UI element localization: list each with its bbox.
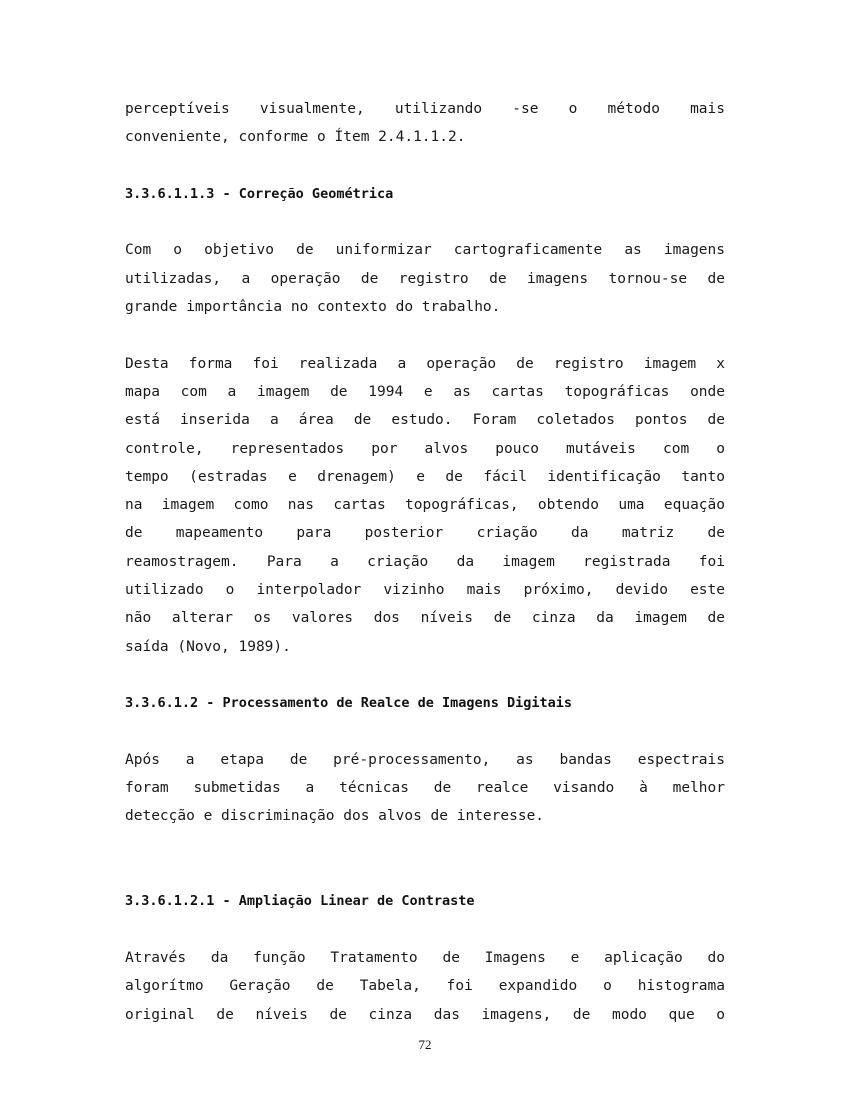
paragraph-ampliacao [125, 944, 725, 1029]
paragraph-registro [125, 350, 725, 661]
text-line: controle, representados por alvos pouco mutáveis com o [125, 440, 725, 457]
text-line: algorítmo Geração de Tabela, foi expandido o histograma [125, 978, 725, 995]
text-line: reamostragem. Para a criação da imagem registrada foi [125, 553, 725, 570]
paragraph-realce [125, 746, 725, 831]
text-line: conveniente, conforme o Ítem 2.4.1.1.2. [125, 129, 466, 146]
text-line: utilizado o interpolador vizinho mais próximo, devido este [125, 582, 725, 599]
text-line: na imagem como nas cartas topográficas, obtendo uma equação [125, 497, 725, 514]
text-line: Após a etapa de pré-processamento, as bandas espectrais [125, 751, 725, 768]
paragraph-continuation [125, 95, 725, 152]
text-line: não alterar os valores dos níveis de cinza da imagem de [125, 610, 725, 627]
text-line: saída (Novo, 1989). [125, 638, 291, 655]
text-line: grande importância no contexto do trabalho. [125, 299, 501, 316]
section-heading-correcao-geometrica: 3.3.6.1.1.3 - Correção Geométrica [125, 185, 394, 202]
section-heading-processamento-realce: 3.3.6.1.2 - Processamento de Realce de Imagens Digitais [125, 695, 573, 712]
page-number: 72 [418, 1037, 432, 1052]
text-line: Através da função Tratamento de Imagens e aplicação do [125, 949, 725, 966]
text-line: Desta forma foi realizada a operação de registro imagem x [125, 355, 725, 372]
text-line: foram submetidas a técnicas de realce visando à melhor [125, 780, 725, 797]
text-line: Com o objetivo de uniformizar cartograficamente as imagens [125, 242, 725, 259]
text-line: utilizadas, a operação de registro de imagens tornou-se de [125, 270, 725, 287]
text-line: de mapeamento para posterior criação da matriz de [125, 525, 725, 542]
text-line: detecção e discriminação dos alvos de interesse. [125, 808, 545, 825]
text-line: mapa com a imagem de 1994 e as cartas topográficas onde [125, 383, 725, 400]
section-heading-ampliacao-contraste: 3.3.6.1.2.1 - Ampliação Linear de Contraste [125, 893, 475, 910]
text-line: tempo (estradas e drenagem) e de fácil identificação tanto [125, 468, 725, 485]
paragraph-objetivo [125, 236, 725, 321]
page-body [125, 95, 725, 1029]
text-line: original de níveis de cinza das imagens, de modo que o [125, 1006, 725, 1023]
text-line: está inserida a área de estudo. Foram coletados pontos de [125, 412, 725, 429]
text-line: perceptíveis visualmente, utilizando -se o método mais [125, 101, 725, 117]
